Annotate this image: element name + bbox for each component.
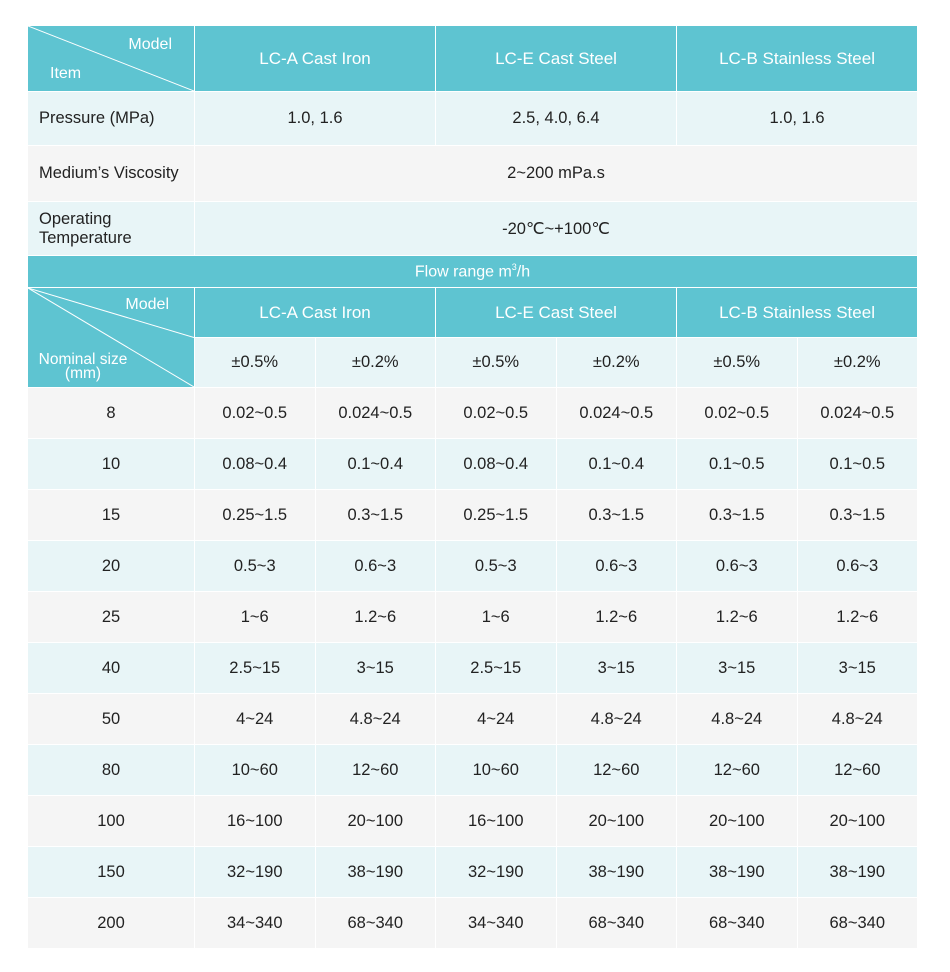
- flow-value-cell: 4.8~24: [677, 694, 798, 745]
- table-row: [28, 439, 918, 490]
- table-row: [28, 541, 918, 592]
- temperature-label-line2: Temperature: [39, 228, 132, 247]
- corner-cell-model-size: [28, 288, 195, 388]
- flow-value-cell: 0.024~0.5: [797, 388, 918, 439]
- flow-value-cell: 4.8~24: [797, 694, 918, 745]
- flow-value-cell: 0.3~1.5: [556, 490, 677, 541]
- flow-value-cell: 32~190: [195, 847, 316, 898]
- accuracy-cell: ±0.2%: [315, 338, 436, 388]
- accuracy-cell: ±0.5%: [677, 338, 798, 388]
- corner-size-line2: (mm): [64, 365, 102, 382]
- pressure-value-lc-a: 1.0, 1.6: [195, 92, 436, 146]
- flow-value-cell: 38~190: [556, 847, 677, 898]
- flow-value-cell: 3~15: [315, 643, 436, 694]
- viscosity-value: 2~200 mPa.s: [195, 146, 918, 202]
- flow-value-cell: 12~60: [677, 745, 798, 796]
- flow-model-header-lc-a: LC-A Cast Iron: [195, 288, 436, 338]
- accuracy-cell: ±0.5%: [436, 338, 557, 388]
- temperature-label: [28, 202, 195, 256]
- flow-model-header-row: [28, 288, 918, 338]
- flow-range-sup: 3: [511, 261, 517, 272]
- nominal-size-cell: 20: [28, 541, 195, 592]
- flow-value-cell: 4.8~24: [556, 694, 677, 745]
- viscosity-row: [28, 146, 918, 202]
- viscosity-label: Medium’s Viscosity: [28, 146, 195, 202]
- flow-value-cell: 68~340: [677, 898, 798, 949]
- table-row: [28, 643, 918, 694]
- model-header-lc-b: LC-B Stainless Steel: [677, 26, 918, 92]
- flow-value-cell: 12~60: [797, 745, 918, 796]
- flow-value-cell: 3~15: [797, 643, 918, 694]
- table-row: [28, 847, 918, 898]
- pressure-value-lc-b: 1.0, 1.6: [677, 92, 918, 146]
- flow-value-cell: 1.2~6: [556, 592, 677, 643]
- accuracy-cell: ±0.2%: [556, 338, 677, 388]
- flow-range-title-row: [28, 256, 918, 288]
- flow-value-cell: 0.3~1.5: [797, 490, 918, 541]
- flow-value-cell: 2.5~15: [195, 643, 316, 694]
- corner-model-label: Model: [128, 36, 172, 53]
- nominal-size-cell: 10: [28, 439, 195, 490]
- nominal-size-cell: 15: [28, 490, 195, 541]
- accuracy-cell: ±0.5%: [195, 338, 316, 388]
- flow-value-cell: 0.6~3: [797, 541, 918, 592]
- nominal-size-cell: 200: [28, 898, 195, 949]
- flow-value-cell: 38~190: [797, 847, 918, 898]
- corner-size-label: [28, 353, 138, 381]
- flow-value-cell: 0.25~1.5: [195, 490, 316, 541]
- model-header-lc-a: LC-A Cast Iron: [195, 26, 436, 92]
- flow-value-cell: 0.1~0.5: [677, 439, 798, 490]
- table-row: [28, 898, 918, 949]
- flow-value-cell: 0.02~0.5: [436, 388, 557, 439]
- flow-value-cell: 16~100: [195, 796, 316, 847]
- table-row: [28, 796, 918, 847]
- temperature-row: [28, 202, 918, 256]
- flow-value-cell: 0.3~1.5: [315, 490, 436, 541]
- flow-value-cell: 0.024~0.5: [556, 388, 677, 439]
- flow-value-cell: 3~15: [677, 643, 798, 694]
- flow-value-cell: 1.2~6: [797, 592, 918, 643]
- nominal-size-cell: 40: [28, 643, 195, 694]
- corner-item-label: Item: [50, 65, 82, 82]
- flow-model-header-lc-b: LC-B Stainless Steel: [677, 288, 918, 338]
- flow-value-cell: 0.5~3: [436, 541, 557, 592]
- pressure-value-lc-e: 2.5, 4.0, 6.4: [436, 92, 677, 146]
- corner-model-label-2: Model: [125, 296, 169, 313]
- flow-value-cell: 0.5~3: [195, 541, 316, 592]
- nominal-size-cell: 150: [28, 847, 195, 898]
- flow-value-cell: 38~190: [677, 847, 798, 898]
- flow-value-cell: 68~340: [315, 898, 436, 949]
- flow-value-cell: 16~100: [436, 796, 557, 847]
- table-row: [28, 745, 918, 796]
- flow-value-cell: 68~340: [797, 898, 918, 949]
- flow-value-cell: 20~100: [677, 796, 798, 847]
- accuracy-cell: ±0.2%: [797, 338, 918, 388]
- spec-table-container: [27, 25, 917, 949]
- flow-value-cell: 2.5~15: [436, 643, 557, 694]
- flow-range-text: Flow range m: [414, 263, 512, 281]
- flow-value-cell: 10~60: [436, 745, 557, 796]
- flow-value-cell: 0.02~0.5: [677, 388, 798, 439]
- flow-value-cell: 0.08~0.4: [436, 439, 557, 490]
- nominal-size-cell: 100: [28, 796, 195, 847]
- flow-value-cell: 0.1~0.5: [797, 439, 918, 490]
- flow-value-cell: 0.024~0.5: [315, 388, 436, 439]
- flow-value-cell: 0.6~3: [315, 541, 436, 592]
- temperature-value: -20℃~+100℃: [195, 202, 918, 256]
- flow-value-cell: 1.2~6: [677, 592, 798, 643]
- flow-value-cell: 20~100: [797, 796, 918, 847]
- pressure-row: [28, 92, 918, 146]
- flow-value-cell: 0.1~0.4: [556, 439, 677, 490]
- flow-value-cell: 32~190: [436, 847, 557, 898]
- flow-value-cell: 34~340: [195, 898, 316, 949]
- flow-value-cell: 0.6~3: [556, 541, 677, 592]
- flow-value-cell: 12~60: [556, 745, 677, 796]
- flow-value-cell: 1.2~6: [315, 592, 436, 643]
- flow-value-cell: 0.6~3: [677, 541, 798, 592]
- model-header-lc-e: LC-E Cast Steel: [436, 26, 677, 92]
- table-row: [28, 592, 918, 643]
- table-row: [28, 388, 918, 439]
- flowmeter-spec-table: [27, 25, 918, 949]
- flow-value-cell: 4~24: [195, 694, 316, 745]
- flow-value-cell: 1~6: [195, 592, 316, 643]
- flow-value-cell: 4.8~24: [315, 694, 436, 745]
- flow-value-cell: 0.08~0.4: [195, 439, 316, 490]
- corner-size-line1: Nominal size: [38, 351, 128, 368]
- flow-value-cell: 4~24: [436, 694, 557, 745]
- nominal-size-cell: 25: [28, 592, 195, 643]
- flow-value-cell: 20~100: [315, 796, 436, 847]
- temperature-label-line1: Operating: [39, 209, 112, 228]
- flow-value-cell: 3~15: [556, 643, 677, 694]
- flow-range-unit: /h: [516, 263, 531, 281]
- flow-value-cell: 0.25~1.5: [436, 490, 557, 541]
- nominal-size-cell: 8: [28, 388, 195, 439]
- flow-value-cell: 0.3~1.5: [677, 490, 798, 541]
- flow-value-cell: 0.1~0.4: [315, 439, 436, 490]
- corner-cell-model-item: [28, 26, 195, 92]
- nominal-size-cell: 80: [28, 745, 195, 796]
- flow-data-body: [28, 388, 918, 949]
- top-header-row: [28, 26, 918, 92]
- pressure-label: Pressure (MPa): [28, 92, 195, 146]
- nominal-size-cell: 50: [28, 694, 195, 745]
- flow-value-cell: 12~60: [315, 745, 436, 796]
- table-row: [28, 490, 918, 541]
- table-row: [28, 694, 918, 745]
- flow-value-cell: 68~340: [556, 898, 677, 949]
- flow-model-header-lc-e: LC-E Cast Steel: [436, 288, 677, 338]
- flow-range-title: [28, 256, 918, 288]
- flow-value-cell: 34~340: [436, 898, 557, 949]
- flow-value-cell: 20~100: [556, 796, 677, 847]
- flow-value-cell: 0.02~0.5: [195, 388, 316, 439]
- flow-value-cell: 10~60: [195, 745, 316, 796]
- flow-value-cell: 38~190: [315, 847, 436, 898]
- flow-value-cell: 1~6: [436, 592, 557, 643]
